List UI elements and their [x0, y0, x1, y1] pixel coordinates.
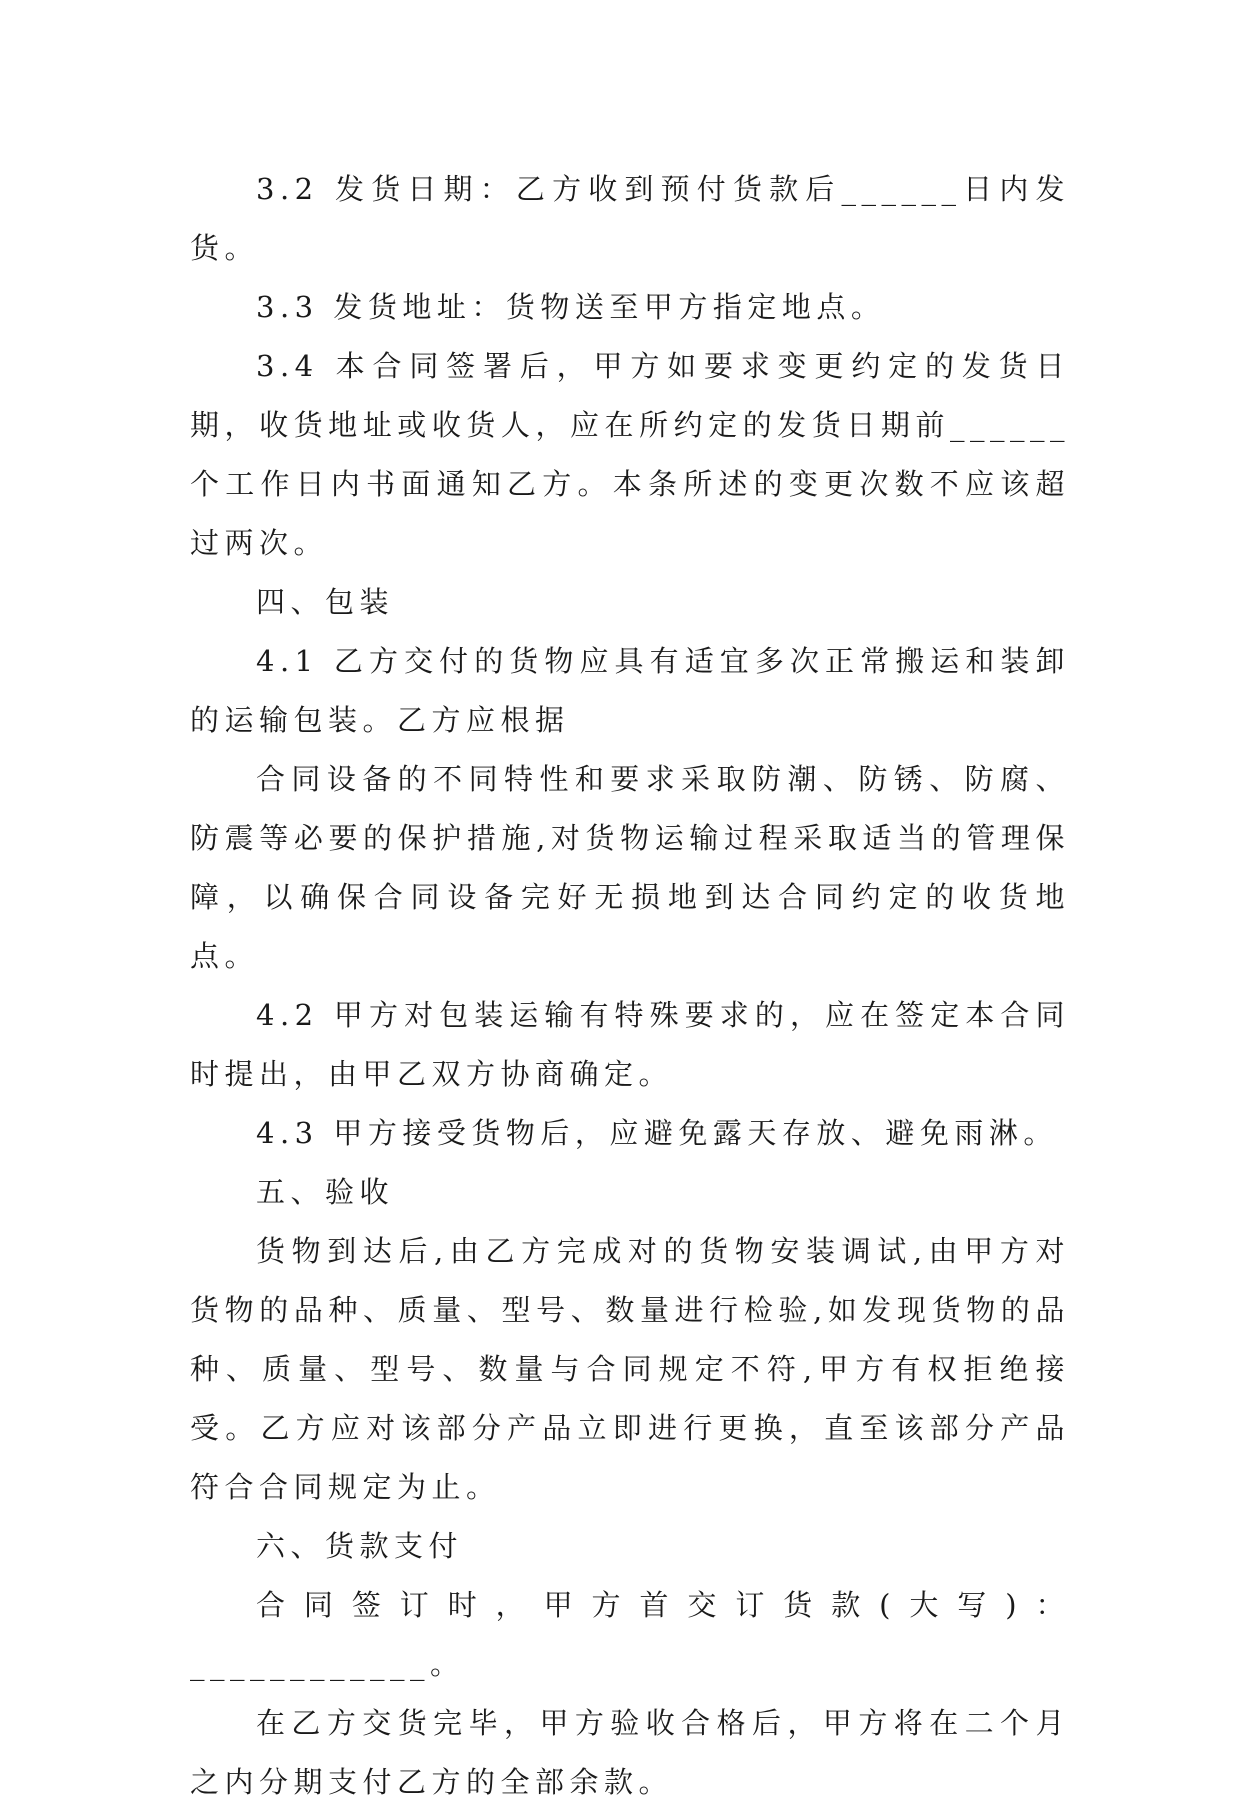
payment-balance: 在乙方交货完毕，甲方验收合格后，甲方将在二个月之内分期支付乙方的全部余款。: [190, 1706, 1070, 1799]
clause-3-2-delivery-date: 3.2 发货日期：乙方收到预付货款后______日内发货。: [190, 172, 1070, 265]
acceptance-paragraph: 货物到达后,由乙方完成对的货物安装调试,由甲方对货物的品种、质量、型号、数量进行检验,如发现货物的品种、质量、型号、数量与合同规定不符,甲方有权拒绝接受。乙方应对该部分产品立即进行更换，直至该部分产品符合合同规定为止。: [190, 1234, 1070, 1504]
clause-4-1-protection: 合同设备的不同特性和要求采取防潮、防锈、防腐、防震等必要的保护措施,对货物运输过程采取适当的管理保障，以确保合同设备完好无损地到达合同约定的收货地点。: [190, 762, 1070, 973]
clause-4-3-storage: 4.3 甲方接受货物后，应避免露天存放、避免雨淋。: [256, 1116, 1058, 1150]
document-body: [190, 160, 1070, 1812]
section-heading-payment: 六、货款支付: [256, 1529, 464, 1563]
payment-deposit: 合同签订时，甲方首交订货款(大写)：____________。: [190, 1588, 1070, 1681]
clause-3-4-change-notice: 3.4 本合同签署后，甲方如要求变更约定的发货日期，收货地址或收货人，应在所约定的发货日期前______个工作日内书面通知乙方。本条所述的变更次数不应该超过两次。: [190, 349, 1070, 560]
clause-3-3-delivery-address: 3.3 发货地址：货物送至甲方指定地点。: [256, 290, 886, 324]
section-heading-acceptance: 五、验收: [256, 1175, 395, 1209]
clause-4-1-packaging: 4.1 乙方交付的货物应具有适宜多次正常搬运和装卸的运输包装。乙方应根据: [190, 644, 1070, 737]
section-heading-packaging: 四、包装: [256, 585, 395, 619]
clause-4-2-special-requirements: 4.2 甲方对包装运输有特殊要求的，应在签定本合同时提出，由甲乙双方协商确定。: [190, 998, 1070, 1091]
